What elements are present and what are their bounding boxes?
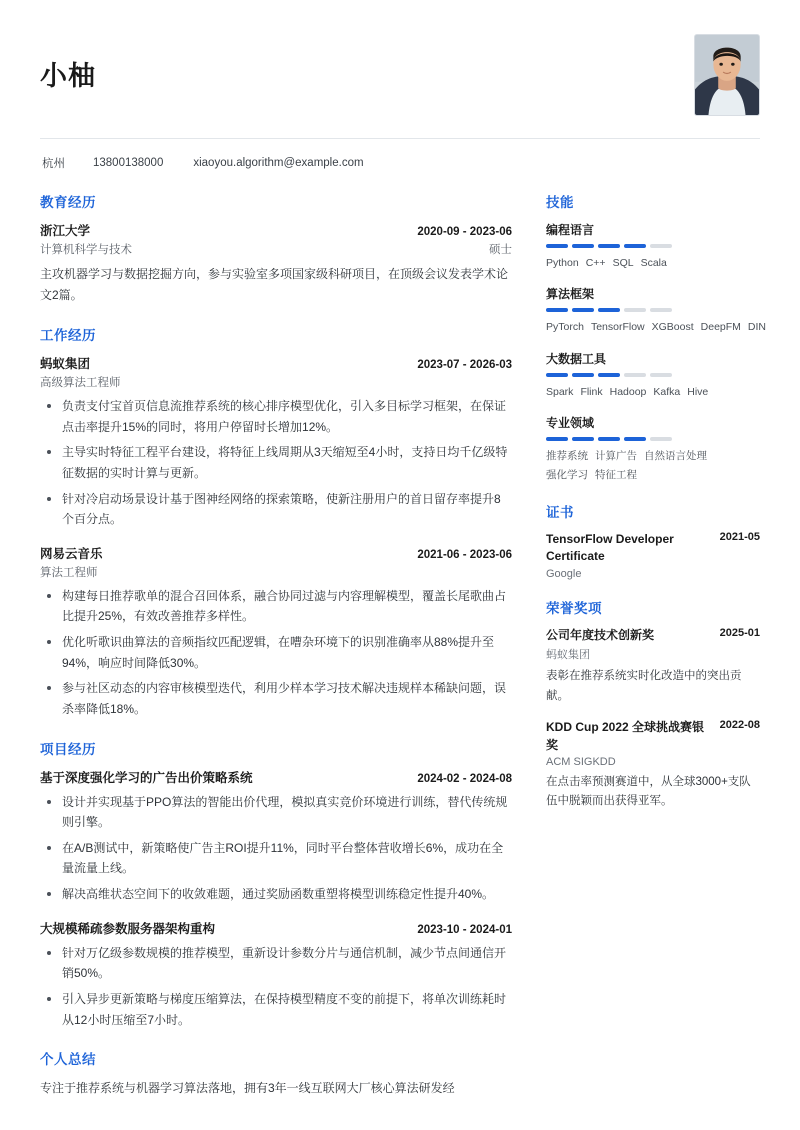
- project-name: 大规模稀疏参数服务器架构重构: [40, 921, 216, 936]
- content-columns: [40, 191, 767, 1117]
- list-item: 主导实时特征工程平台建设，将特征上线周期从3天缩短至4小时，支持日均千亿级特征数据的实时计算与更新。: [40, 442, 512, 483]
- skill-group-name: 专业领域: [546, 416, 595, 431]
- education-degree: 硕士: [489, 244, 512, 256]
- section-honors: [546, 597, 760, 812]
- work-role: 算法工程师: [40, 566, 98, 579]
- contact-email: xiaoyou.algorithm@example.com: [193, 157, 364, 169]
- education-date: 2020-09 - 2023-06: [417, 226, 512, 238]
- education-school: 浙江大学: [40, 224, 91, 238]
- project-item: [40, 768, 512, 905]
- list-item: 优化听歌识曲算法的音频指纹匹配逻辑，在嘈杂环境下的识别准确率从88%提升至94%，响应时间降低30%。: [40, 632, 512, 673]
- contact-location: 杭州: [42, 158, 65, 170]
- side-column: [546, 191, 767, 1117]
- contact-info: [40, 155, 760, 171]
- skill-tag: 强化学习: [546, 468, 588, 481]
- section-skills: [546, 191, 767, 484]
- skill-tag: 自然语言处理: [644, 450, 707, 463]
- section-title-skills: 技能: [546, 195, 574, 210]
- section-title-education: 教育经历: [40, 195, 96, 210]
- certificate-date: 2021-05: [719, 530, 760, 543]
- skill-bar: [572, 244, 594, 248]
- skill-group-name: 算法框架: [546, 287, 595, 302]
- honor-description: 表彰在推荐系统实时化改造中的突出贡献。: [546, 670, 742, 702]
- main-column: [40, 191, 512, 1117]
- page-title: 小柚: [40, 61, 96, 91]
- skill-tag: SQL: [612, 257, 634, 269]
- work-date: 2023-07 - 2026-03: [417, 359, 512, 371]
- skill-bar: [572, 308, 594, 312]
- certificate-issuer: Google: [546, 567, 582, 580]
- skill-tag: Kafka: [653, 385, 681, 398]
- work-company: 蚂蚁集团: [40, 357, 91, 371]
- section-education: [40, 191, 512, 306]
- skill-tag: Hive: [687, 385, 709, 398]
- skill-level-bars: [546, 244, 760, 248]
- list-item: 构建每日推荐歌单的混合召回体系，融合协同过滤与内容理解模型，覆盖长尾歌曲占比提升25%，有效改善推荐多样性。: [40, 586, 512, 627]
- summary-text: 专注于推荐系统与机器学习算法落地，拥有3年一线互联网大厂核心算法研发经: [40, 1081, 455, 1096]
- section-title-projects: 项目经历: [40, 741, 96, 757]
- section-certificates: [546, 501, 760, 580]
- section-title-summary: 个人总结: [40, 1052, 96, 1068]
- skill-tag: C++: [585, 257, 606, 269]
- section-summary: [40, 1048, 512, 1099]
- avatar: [694, 34, 760, 116]
- project-date: 2024-02 - 2024-08: [417, 772, 512, 785]
- skill-group: [546, 414, 760, 484]
- list-item: 负责支付宝首页信息流推荐系统的核心排序模型优化，引入多目标学习框架，在保证点击率提升15%的同时，将用户停留时长增加12%。: [40, 396, 512, 437]
- skill-tag: Spark: [546, 385, 574, 398]
- skill-tag: Hadoop: [609, 385, 647, 398]
- work-date: 2021-06 - 2023-06: [417, 548, 512, 561]
- skill-level-bars: [546, 437, 760, 441]
- section-title-honors: 荣誉奖项: [546, 600, 602, 616]
- certificate-title: TensorFlow Developer Certificate: [546, 531, 674, 564]
- skill-bar: [546, 244, 568, 248]
- skill-tag: TensorFlow: [590, 321, 645, 334]
- work-bullets: [40, 586, 512, 720]
- portrait-icon: [695, 35, 759, 115]
- section-projects: [40, 738, 512, 1031]
- skill-tags: [546, 254, 760, 272]
- skill-bar: [546, 308, 568, 312]
- skill-bar: [572, 437, 594, 441]
- skill-tag: 推荐系统: [546, 450, 588, 463]
- honor-title: KDD Cup 2022 全球挑战赛银奖: [546, 720, 705, 752]
- project-item: [40, 919, 512, 1031]
- work-item: [40, 354, 512, 530]
- section-title-certificates: 证书: [546, 504, 574, 520]
- skill-tags: [546, 447, 760, 484]
- skill-tags: [546, 383, 760, 401]
- education-item: [40, 221, 512, 306]
- skill-bar: [650, 244, 672, 248]
- list-item: 解决高维状态空间下的收敛难题，通过奖励函数重塑将模型训练稳定性提升40%。: [40, 884, 512, 905]
- work-item: [40, 544, 512, 720]
- list-item: 引入异步更新策略与梯度压缩算法，在保持模型精度不变的前提下，将单次训练耗时从12小时压缩至7小时。: [40, 989, 512, 1030]
- skill-bar: [546, 373, 568, 377]
- skill-bar: [598, 373, 620, 377]
- skill-level-bars: [546, 373, 760, 377]
- skill-tag: XGBoost: [651, 321, 694, 334]
- work-company: 网易云音乐: [40, 546, 103, 561]
- skill-tag: 特征工程: [595, 468, 637, 481]
- honor-date: 2025-01: [719, 626, 760, 639]
- skill-bar: [572, 373, 594, 377]
- skill-bar: [598, 244, 620, 248]
- skill-bar: [624, 244, 646, 248]
- skill-tag: PyTorch: [546, 321, 584, 334]
- skill-group: [546, 350, 760, 401]
- honor-item: [546, 719, 760, 812]
- project-name: 基于深度强化学习的广告出价策略系统: [40, 770, 253, 785]
- resume-header: [40, 34, 760, 116]
- skill-bar: [624, 308, 646, 312]
- skill-tags: [546, 318, 767, 336]
- skill-group: [546, 221, 760, 272]
- project-bullets: [40, 792, 512, 905]
- education-major: 计算机科学与技术: [40, 244, 132, 256]
- list-item: 针对冷启动场景设计基于图神经网络的探索策略，使新注册用户的首日留存率提升8个百分点。: [40, 489, 512, 530]
- honor-description: 在点击率预测赛道中，从全球3000+支队伍中脱颖而出获得亚军。: [546, 775, 751, 808]
- skill-bar: [598, 437, 620, 441]
- work-bullets: [40, 396, 512, 530]
- skill-tag: DeepFM: [700, 321, 741, 334]
- skill-tag: Flink: [580, 385, 603, 398]
- skill-group-name: 大数据工具: [546, 351, 607, 366]
- list-item: 针对万亿级参数规模的推荐模型，重新设计参数分片与通信机制，减少节点间通信开销50%。: [40, 943, 512, 984]
- section-title-work: 工作经历: [40, 328, 96, 343]
- honor-item: [546, 627, 760, 706]
- honor-issuer: ACM SIGKDD: [546, 755, 616, 768]
- skill-bar: [650, 308, 672, 312]
- certificate-item: [546, 531, 760, 580]
- contact-phone: 13800138000: [93, 157, 164, 169]
- skill-bar: [598, 308, 620, 312]
- header-divider: [40, 138, 760, 139]
- skill-tag: 计算广告: [595, 450, 637, 463]
- honor-issuer: 蚂蚁集团: [546, 649, 590, 662]
- work-role: 高级算法工程师: [40, 377, 121, 389]
- skill-bar: [546, 437, 568, 441]
- section-work: [40, 324, 512, 720]
- skill-group-name: 编程语言: [546, 223, 595, 237]
- list-item: 设计并实现基于PPO算法的智能出价代理，模拟真实竞价环境进行训练，替代传统规则引擎。: [40, 792, 512, 833]
- skill-group: [546, 285, 767, 336]
- skill-bar: [624, 373, 646, 377]
- skill-tag: Scala: [640, 257, 667, 269]
- skill-tag: Python: [546, 257, 579, 269]
- list-item: 参与社区动态的内容审核模型迭代，利用少样本学习技术解决违规样本稀缺问题，误杀率降低18%。: [40, 678, 512, 719]
- list-item: 在A/B测试中，新策略使广告主ROI提升11%，同时平台整体营收增长6%，成功在全量流量上线。: [40, 838, 512, 879]
- skill-bar: [650, 373, 672, 377]
- honor-title: 公司年度技术创新奖: [546, 627, 655, 642]
- skill-bar: [650, 437, 672, 441]
- project-bullets: [40, 943, 512, 1031]
- education-description: 主攻机器学习与数据挖掘方向，参与实验室多项国家级科研项目，在顶级会议发表学术论文2篇。: [40, 267, 509, 302]
- skill-level-bars: [546, 308, 760, 312]
- skill-tag: DIN: [747, 321, 767, 334]
- skill-bar: [624, 437, 646, 441]
- honor-date: 2022-08: [719, 719, 760, 732]
- project-date: 2023-10 - 2024-01: [417, 923, 512, 936]
